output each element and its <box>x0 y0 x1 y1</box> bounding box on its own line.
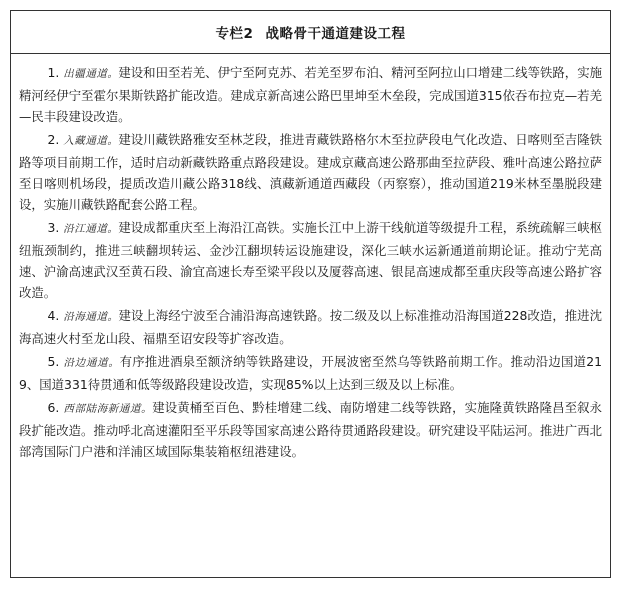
item-number: 6. <box>47 400 60 415</box>
box-title-label: 专栏2 <box>215 26 254 42</box>
list-item <box>19 62 602 127</box>
box-title <box>11 11 610 54</box>
list-item <box>19 397 602 462</box>
list-item <box>19 351 602 395</box>
list-item <box>19 217 602 303</box>
item-text: 建设黄桶至百色、黔桂增建二线、南防增建二线等铁路，实施隆黄铁路隆昌至叙永段扩能改造。推动呼北高速灌阳至平乐段等国家高速公路待贯通路段建设。研究建设平陆运河。推进广西北部湾国际门户港和洋浦区域国际集装箱枢纽港建设。 <box>19 400 602 459</box>
item-number: 2. <box>47 132 60 147</box>
item-lead: 沿江通道。 <box>63 223 119 235</box>
item-text: 建设和田至若羌、伊宁至阿克苏、若羌至罗布泊、精河至阿拉山口增建二线等铁路，实施精河经伊宁至霍尔果斯铁路扩能改造。建成京新高速公路巴里坤至木垒段，完成国道315依吞布拉克—若羌—民丰段建设改造。 <box>19 65 602 124</box>
item-lead: 西部陆海新通道。 <box>63 403 153 415</box>
feature-box <box>10 10 611 578</box>
item-text: 有序推进酒泉至额济纳等铁路建设，开展波密至然乌等铁路前期工作。推动沿边国道219、国道331待贯通和低等级路段建设改造，实现85%以上达到三级及以上标准。 <box>19 354 602 392</box>
list-item <box>19 129 602 215</box>
item-lead: 沿海通道。 <box>63 311 119 323</box>
item-number: 4. <box>47 308 60 323</box>
item-lead: 沿边通道。 <box>63 357 120 369</box>
item-number: 5. <box>47 354 60 369</box>
item-text: 建设成都重庆至上海沿江高铁。实施长江中上游干线航道等级提升工程，系统疏解三峡枢纽瓶颈制约，推进三峡翻坝转运、金沙江翻坝转运设施建设，深化三峡水运新通道前期论证。推动宁芜高速、沪渝高速武汉至黄石段、渝宜高速长寿至梁平段以及厦蓉高速、银昆高速成都至重庆段等高速公路扩容改造。 <box>19 220 602 300</box>
item-lead: 出疆通道。 <box>63 68 119 80</box>
list-item <box>19 305 602 349</box>
item-text: 建设川藏铁路雅安至林芝段，推进青藏铁路格尔木至拉萨段电气化改造、日喀则至吉隆铁路等项目前期工作，适时启动新藏铁路重点路段建设。建成京藏高速公路那曲至拉萨段、雅叶高速公路拉萨至日喀则机场段，提质改造川藏公路318线、滇藏新通道西藏段（丙察察），推动国道219米林至墨脱段建设，实施川藏铁路配套公路工程。 <box>19 132 602 212</box>
item-number: 3. <box>47 220 60 235</box>
box-body <box>11 54 610 462</box>
box-title-text: 战略骨干通道建设工程 <box>265 26 406 42</box>
item-number: 1. <box>47 65 60 80</box>
item-text: 建设上海经宁波至合浦沿海高速铁路。按二级及以上标准推动沿海国道228改造，推进沈海高速火村至龙山段、福鼎至诏安段等扩容改造。 <box>19 308 602 346</box>
item-lead: 入藏通道。 <box>63 135 119 147</box>
